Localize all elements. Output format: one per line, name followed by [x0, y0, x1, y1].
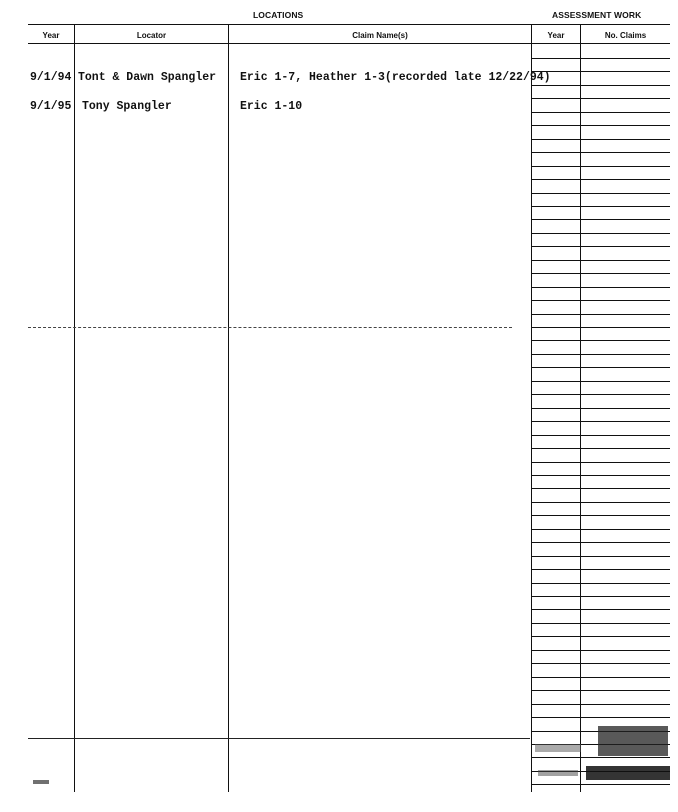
ledger-rule — [531, 583, 670, 584]
lower-rule — [28, 738, 530, 739]
ledger-rule — [531, 408, 670, 409]
ledger-rule — [531, 475, 670, 476]
column-header-year: Year — [42, 31, 60, 40]
ledger-rule — [531, 314, 670, 315]
ledger-rule — [531, 58, 670, 59]
ledger-rule — [531, 85, 670, 86]
ledger-rule — [531, 139, 670, 140]
divider-locator-claims — [228, 24, 229, 792]
assessment-ledger-lines — [531, 44, 670, 792]
entry-1-claim-names: Eric 1-7, Heather 1-3(recorded late 12/22/94) — [240, 71, 551, 84]
ledger-rule — [531, 556, 670, 557]
ledger-rule — [531, 166, 670, 167]
ledger-rule — [531, 179, 670, 180]
ledger-rule — [531, 233, 670, 234]
ledger-rule — [531, 717, 670, 718]
ledger-rule — [531, 515, 670, 516]
ledger-rule — [531, 125, 670, 126]
ledger-rule — [531, 488, 670, 489]
ledger-rule — [531, 98, 670, 99]
ledger-rule — [531, 677, 670, 678]
dashed-mid-rule — [28, 327, 512, 328]
ledger-rule — [531, 152, 670, 153]
scan-noise — [586, 766, 670, 780]
ledger-rule — [531, 246, 670, 247]
entry-2-claim-names: Eric 1-10 — [240, 100, 303, 113]
column-header-claim-names: Claim Name(s) — [352, 31, 408, 40]
ledger-rule — [531, 206, 670, 207]
ledger-rule — [531, 71, 670, 72]
locations-title: LOCATIONS — [253, 10, 304, 20]
ledger-rule — [531, 435, 670, 436]
header-top-rule — [28, 24, 670, 25]
assessment-work-title: ASSESSMENT WORK — [552, 10, 642, 20]
ledger-rule — [531, 219, 670, 220]
column-header-locator: Locator — [136, 31, 167, 40]
ledger-rule — [531, 367, 670, 368]
ledger-rule — [531, 193, 670, 194]
ledger-rule — [531, 690, 670, 691]
ledger-rule — [531, 663, 670, 664]
entry-1-locator: Tont & Dawn Spangler — [78, 71, 217, 84]
ledger-rule — [531, 300, 670, 301]
ledger-rule — [531, 529, 670, 530]
ledger-rule — [531, 569, 670, 570]
ledger-rule — [531, 623, 670, 624]
ledger-rule — [531, 273, 670, 274]
ledger-rule — [531, 394, 670, 395]
column-header-no-claims: No. Claims — [604, 31, 647, 40]
ledger-rule — [531, 462, 670, 463]
entry-2-locator: Tony Spangler — [82, 100, 172, 113]
entry-2-year: 9/1/95 — [30, 100, 72, 113]
divider-year-locator — [74, 24, 75, 792]
ledger-rule — [531, 381, 670, 382]
ledger-rule — [531, 287, 670, 288]
column-header-assessment-year: Year — [547, 31, 565, 40]
ledger-rule — [531, 757, 670, 758]
ledger-rule — [531, 542, 670, 543]
scan-noise — [538, 770, 578, 776]
ledger-rule — [531, 448, 670, 449]
ledger-rule — [531, 112, 670, 113]
ledger-rule — [531, 609, 670, 610]
ledger-rule — [531, 704, 670, 705]
ledger-rule — [531, 650, 670, 651]
entry-1-year: 9/1/94 — [30, 71, 72, 84]
scan-noise — [33, 780, 49, 784]
ledger-rule — [531, 636, 670, 637]
ledger-rule — [531, 340, 670, 341]
ledger-rule — [531, 354, 670, 355]
ledger-rule — [531, 784, 670, 785]
ledger-rule — [531, 260, 670, 261]
ledger-rule — [531, 502, 670, 503]
scan-noise — [598, 726, 668, 756]
ledger-rule — [531, 421, 670, 422]
scan-noise — [535, 744, 581, 752]
ledger-rule — [531, 327, 670, 328]
ledger-rule — [531, 596, 670, 597]
